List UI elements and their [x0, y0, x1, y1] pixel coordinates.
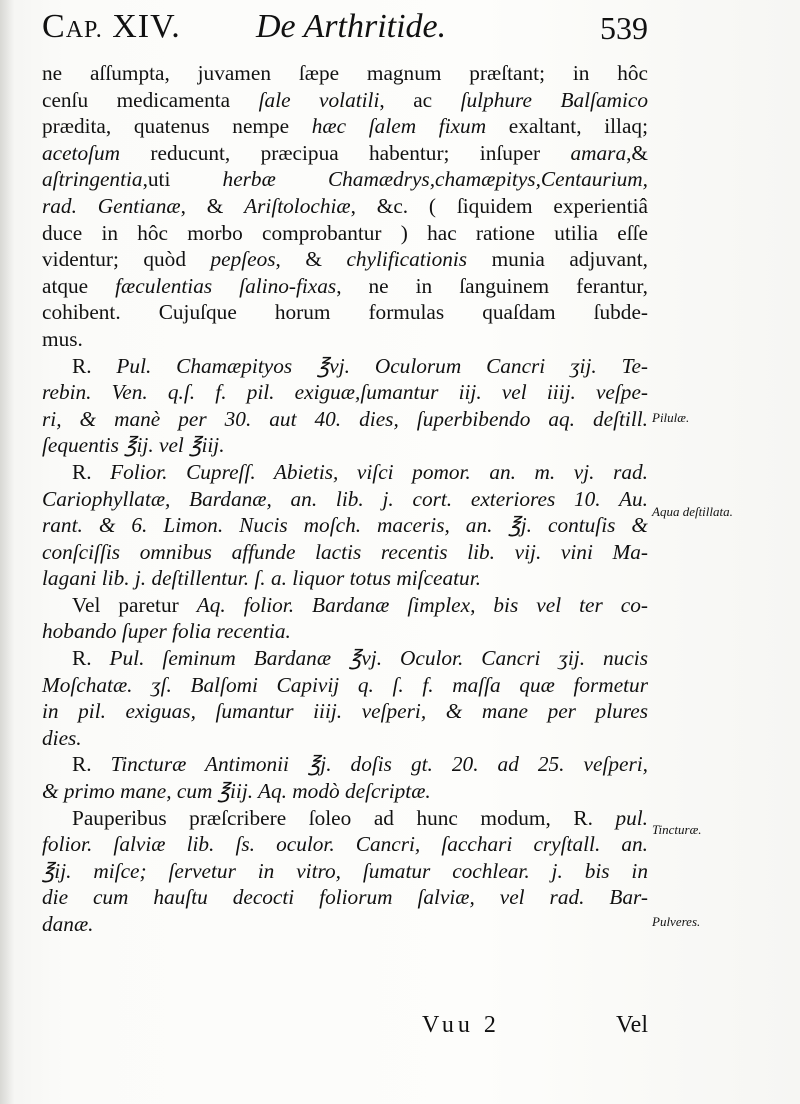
text-line [42, 858, 648, 885]
text-run: prædita, quatenus nempe [42, 114, 312, 139]
text-run: ne aſſumpta, juvamen ſæpe magnum præſtant; in hôc [42, 61, 648, 85]
text-line [42, 831, 648, 858]
text-run: rebin. Ven. q.ſ. f. pil. exiguæ,ſumantur iij. vel iiij. veſpe- [42, 380, 648, 405]
text-run: rad. Gentianæ [42, 193, 181, 218]
text-line [42, 273, 648, 300]
text-run: ,uti [142, 167, 223, 192]
text-run: R. [72, 353, 117, 378]
page-footer [42, 1012, 648, 1048]
text-line [42, 246, 648, 273]
text-run: exaltant, illaq; [486, 114, 648, 139]
text-line [42, 725, 648, 752]
text-line [42, 459, 648, 486]
text-run: Moſchatæ. ʒſ. Balſomi Capivij q. ſ. f. maſſa quæ formetur [42, 672, 648, 697]
margin-note-tincturae: Tincturæ. [652, 822, 702, 837]
text-run: , ne in ſanguinem ferantur, [336, 273, 648, 298]
text-line [42, 512, 648, 539]
catchword: Vel [616, 1012, 648, 1038]
text-line [42, 805, 648, 832]
text-run: herbæ Chamædrys,chamæpitys,Centaurium, [222, 167, 648, 192]
text-run: dies. [42, 725, 82, 750]
text-run: danæ. [42, 912, 94, 936]
text-run: hobando ſuper folia recentia. [42, 619, 291, 644]
text-run: R. [72, 646, 110, 671]
text-run: ſequentis ℥ij. vel ℥iij. [42, 433, 225, 458]
text-line [42, 406, 648, 433]
text-line [42, 220, 648, 247]
text-run: rant. & 6. Limon. Nucis moſch. maceris, an. ℥j. contuſis & [42, 513, 648, 538]
text-run: cohibent. Cujuſque horum formulas quaſdam ſubde- [42, 300, 648, 325]
text-run: cenſu medicamenta [42, 87, 259, 112]
chapter-label: CAP. XIV. [42, 8, 181, 45]
text-line [42, 326, 648, 353]
text-run: , & [180, 193, 245, 218]
text-run: videntur; quòd [42, 247, 211, 272]
text-run: & primo mane, cum ℥iij. Aq. modò deſcriptæ. [42, 779, 431, 804]
margin-note-aqua-destillata: Aqua deſtillata. [652, 504, 733, 519]
text-run: in pil. exiguas, ſumantur iiij. veſperi, & mane per plures [42, 699, 648, 724]
text-line [42, 166, 648, 193]
text-run: Cariophyllatæ, Bardanæ, an. lib. j. cort. exteriores 10. Au. [42, 486, 648, 511]
text-line [42, 486, 648, 513]
text-run: hæc ſalem fixum [311, 114, 487, 139]
running-title: De Arthritide. [256, 8, 447, 45]
text-run: Ariſtolochiæ [244, 193, 351, 218]
text-line [42, 911, 648, 938]
text-run: Folior. Cupreſſ. Abietis, viſci pomor. an. m. vj. rad. [110, 459, 648, 484]
margin-note-pilulae: Pilulæ. [652, 410, 690, 425]
text-run: Pul. ſeminum Bardanæ ℥vj. Oculor. Cancri ʒij. nucis [109, 646, 648, 671]
text-line [42, 884, 648, 911]
text-run: Aq. folior. Bardanæ ſimplex, bis vel ter co- [196, 592, 648, 617]
text-run: , &c. ( ſiquidem experientiâ [350, 193, 648, 218]
text-line [42, 672, 648, 699]
text-run: mus. [42, 326, 83, 351]
text-line [42, 432, 648, 459]
text-line [42, 778, 648, 805]
text-run: ℥ij. miſce; ſervetur in vitro, ſumatur cochlear. j. bis in [42, 858, 648, 883]
text-run: pul. [615, 805, 648, 830]
text-line [42, 379, 648, 406]
text-run: R. [72, 459, 111, 484]
text-run: duce in hôc morbo comprobantur ) hac ratione utilia eſſe [42, 220, 648, 245]
text-run: acetoſum [42, 140, 121, 165]
text-line [42, 645, 648, 672]
text-run: Tincturæ Antimonii ℥j. doſis gt. 20. ad 25. veſperi, [110, 752, 648, 777]
text-run: aſtringentia [42, 167, 143, 192]
text-line [42, 60, 648, 87]
text-line [42, 193, 648, 220]
text-line [42, 113, 648, 140]
text-run: ſale volatili [258, 87, 380, 112]
text-run: ri, & manè per 30. aut 40. dies, ſuperbibendo aq. deſtill. [42, 406, 648, 431]
text-run: , ac [379, 87, 461, 112]
text-line [42, 353, 648, 380]
text-line [42, 618, 648, 645]
text-run: die cum hauſtu decocti foliorum ſalviæ, vel rad. Bar- [42, 885, 648, 910]
text-run: folior. ſalviæ lib. ſs. oculor. Cancri, ſacchari cryſtall. an. [42, 832, 648, 857]
running-header [42, 8, 648, 58]
text-run: atque [42, 273, 116, 298]
text-run: Pul. Chamæpityos ℥vj. Oculorum Cancri ʒij. Te- [116, 353, 648, 378]
text-line [42, 87, 648, 114]
signature-mark: Vuu 2 [422, 1012, 500, 1038]
text-run: conſciſſis omnibus affunde lactis recentis lib. vij. vini Ma- [42, 539, 648, 564]
text-run: Pauperibus præſcribere ſoleo ad hunc modum, R. [72, 805, 616, 830]
text-line [42, 698, 648, 725]
text-run: munia adjuvant, [467, 247, 648, 272]
margin-note-pulveres: Pulveres. [652, 914, 701, 929]
text-block [42, 60, 648, 938]
text-line [42, 140, 648, 167]
text-line [42, 592, 648, 619]
text-line [42, 751, 648, 778]
text-run: chylificationis [346, 247, 468, 272]
text-run: ,& [626, 140, 648, 165]
text-line [42, 565, 648, 592]
text-run: pepſeos [210, 247, 276, 272]
text-run: fæculentias ſalino-fixas [115, 273, 337, 298]
text-run: ſulphure Balſamico [460, 87, 648, 112]
text-run: R. [72, 752, 111, 777]
text-run: Vel paretur [72, 592, 197, 617]
text-run: amara [570, 140, 627, 165]
text-run: , & [275, 247, 347, 272]
text-run: reducunt, præcipua habentur; inſuper [120, 140, 571, 165]
page-number: 539 [600, 10, 648, 46]
text-line [42, 539, 648, 566]
text-run: lagani lib. j. deſtillentur. ſ. a. liquor totus miſceatur. [42, 566, 481, 591]
text-line [42, 299, 648, 326]
